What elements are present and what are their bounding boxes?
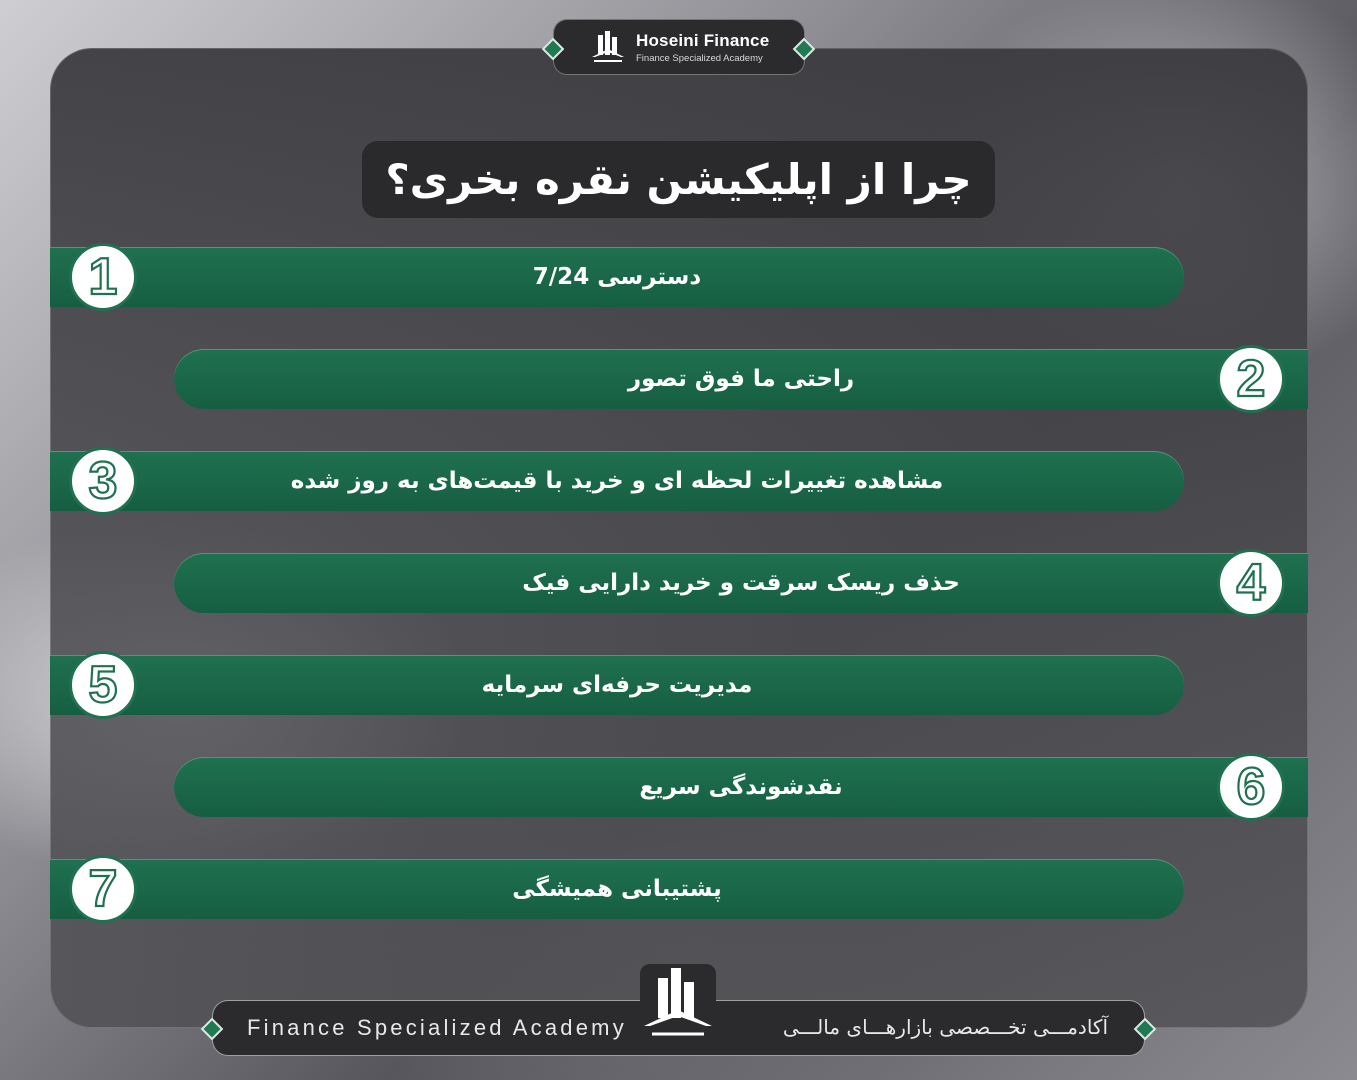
number-label: 3 — [88, 452, 118, 510]
footer-english: Finance Specialized Academy — [247, 1015, 627, 1040]
list-item — [50, 247, 1184, 307]
list-item-text: مدیریت حرفه‌ای سرمایه — [481, 672, 753, 698]
brand-name: Hoseini Finance — [636, 30, 770, 50]
title-box — [362, 141, 995, 218]
number-badge — [69, 855, 137, 923]
number-label: 7 — [88, 860, 118, 918]
brand-tagline: Finance Specialized Academy — [636, 52, 763, 64]
brand-badge — [553, 19, 805, 75]
list-item — [174, 349, 1308, 409]
list-item-text: نقدشوندگی سریع — [639, 774, 843, 800]
number-label: 1 — [88, 248, 118, 306]
number-label: 4 — [1236, 554, 1266, 612]
number-badge — [1217, 753, 1285, 821]
list-item — [50, 655, 1184, 715]
number-label: 6 — [1236, 758, 1266, 816]
number-badge — [69, 243, 137, 311]
list-item — [174, 553, 1308, 613]
page-title: چرا از اپلیکیشن نقره بخری؟ — [385, 155, 972, 204]
list-item — [50, 859, 1184, 919]
building-logo-icon — [588, 27, 628, 67]
list-item — [174, 757, 1308, 817]
list-item-text: دسترسی 7/24 — [532, 264, 702, 290]
list-item-text: راحتی ما فوق تصور — [627, 366, 855, 392]
building-logo-icon — [640, 964, 716, 1046]
footer-logo — [640, 964, 716, 1046]
footer-persian: آکادمـــی تخـــصصی بازارهـــای مالـــی — [782, 1015, 1108, 1039]
number-label: 5 — [88, 656, 118, 714]
number-badge — [69, 651, 137, 719]
number-badge — [1217, 549, 1285, 617]
number-badge — [69, 447, 137, 515]
list-item-text: مشاهده تغییرات لحظه ای و خرید با قیمت‌های به روز شده — [290, 468, 944, 494]
number-badge — [1217, 345, 1285, 413]
list-item-text: حذف ریسک سرقت و خرید دارایی فیک — [522, 570, 960, 596]
number-label: 2 — [1236, 350, 1266, 408]
list-item-text: پشتیبانی همیشگی — [512, 876, 722, 902]
list-item — [50, 451, 1184, 511]
